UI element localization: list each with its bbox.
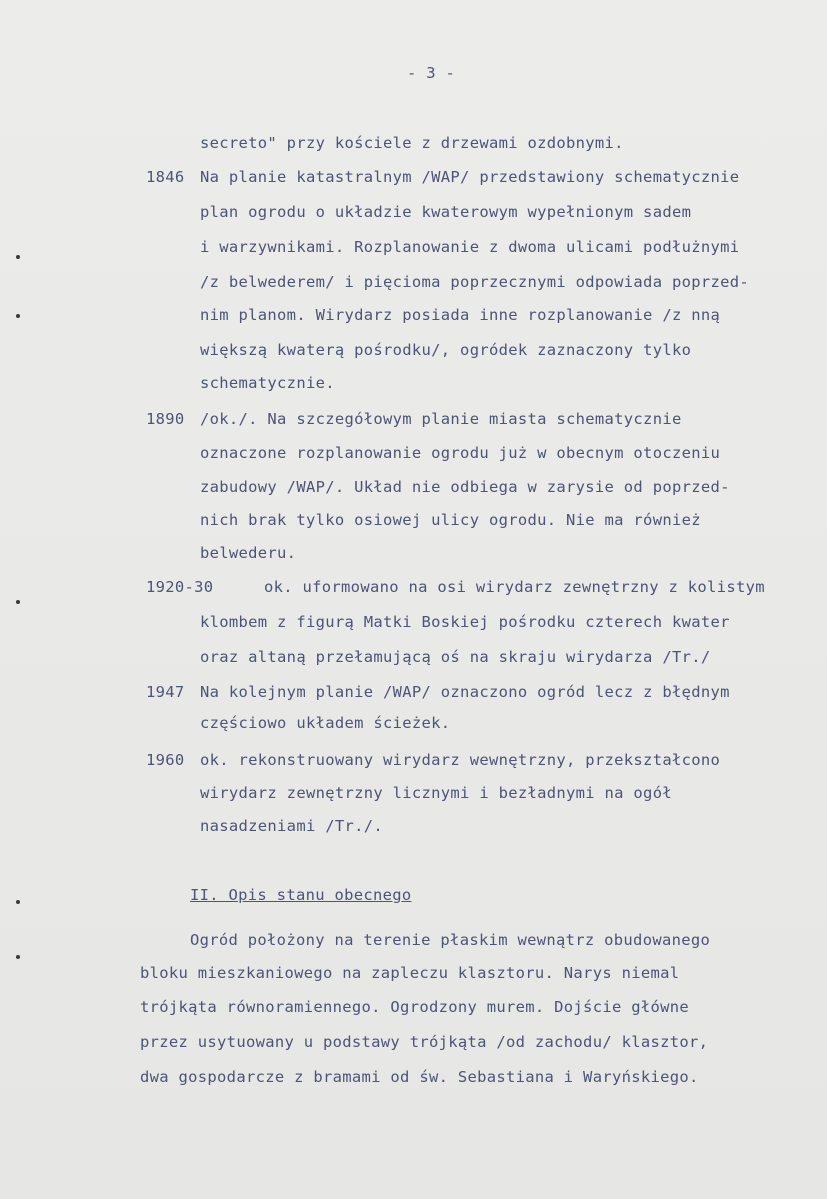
text-line: Ogród położony na terenie płaskim wewnątrz obudowanego (190, 931, 711, 949)
text-line: /z belwederem/ i pięcioma poprzecznymi odpowiada poprzed- (200, 273, 750, 291)
text-line: większą kwaterą pośrodku/, ogródek zaznaczony tylko (200, 341, 692, 359)
section-heading: II. Opis stanu obecnego (190, 886, 412, 904)
text-line: plan ogrodu o układzie kwaterowym wypełnionym sadem (200, 203, 692, 221)
text-line: zabudowy /WAP/. Układ nie odbiega w zarysie od poprzed- (200, 478, 730, 496)
text-line: oraz altaną przełamującą oś na skraju wirydarza /Tr./ (200, 648, 711, 666)
text-line: schematycznie. (200, 374, 335, 392)
margin-mark (16, 900, 20, 904)
text-line: klombem z figurą Matki Boskiej pośrodku czterech kwater (200, 613, 730, 631)
page-number: - 3 - (407, 64, 456, 82)
text-line: nich brak tylko osiowej ulicy ogrodu. Nie ma również (200, 511, 701, 529)
text-line: przez usytuowany u podstawy trójkąta /od zachodu/ klasztor, (140, 1033, 709, 1051)
text-line: nim planom. Wirydarz posiada inne rozplanowanie /z nną (200, 306, 721, 324)
margin-mark (16, 314, 20, 318)
margin-mark (16, 955, 20, 959)
year-label: 1890 (146, 410, 185, 428)
text-line: ok. rekonstruowany wirydarz wewnętrzny, przekształcono (200, 751, 721, 769)
text-line: bloku mieszkaniowego na zapleczu klasztoru. Narys niemal (140, 964, 680, 982)
year-label: 1947 (146, 683, 185, 701)
text-line: secreto" przy kościele z drzewami ozdobnymi. (200, 134, 624, 152)
text-line: Na kolejnym planie /WAP/ oznaczono ogród lecz z błędnym (200, 683, 730, 701)
text-line: wirydarz zewnętrzny licznymi i bezładnymi na ogół (200, 784, 672, 802)
text-line: częściowo układem ścieżek. (200, 714, 451, 732)
year-label: 1920-30 (146, 578, 214, 596)
text-line: belwederu. (200, 544, 297, 562)
text-line: trójkąta równoramiennego. Ogrodzony murem. Dojście główne (140, 998, 690, 1016)
year-label: 1960 (146, 751, 185, 769)
text-line: i warzywnikami. Rozplanowanie z dwoma ulicami podłużnymi (200, 238, 740, 256)
text-line: /ok./. Na szczegółowym planie miasta schematycznie (200, 410, 682, 428)
margin-mark (16, 255, 20, 259)
text-line: ok. uformowano na osi wirydarz zewnętrzny z kolistym (264, 578, 765, 596)
year-label: 1846 (146, 168, 185, 186)
text-line: Na planie katastralnym /WAP/ przedstawiony schematycznie (200, 168, 740, 186)
margin-mark (16, 600, 20, 604)
text-line: dwa gospodarcze z bramami od św. Sebastiana i Waryńskiego. (140, 1068, 699, 1086)
text-line: nasadzeniami /Tr./. (200, 817, 384, 835)
text-line: oznaczone rozplanowanie ogrodu już w obecnym otoczeniu (200, 444, 721, 462)
